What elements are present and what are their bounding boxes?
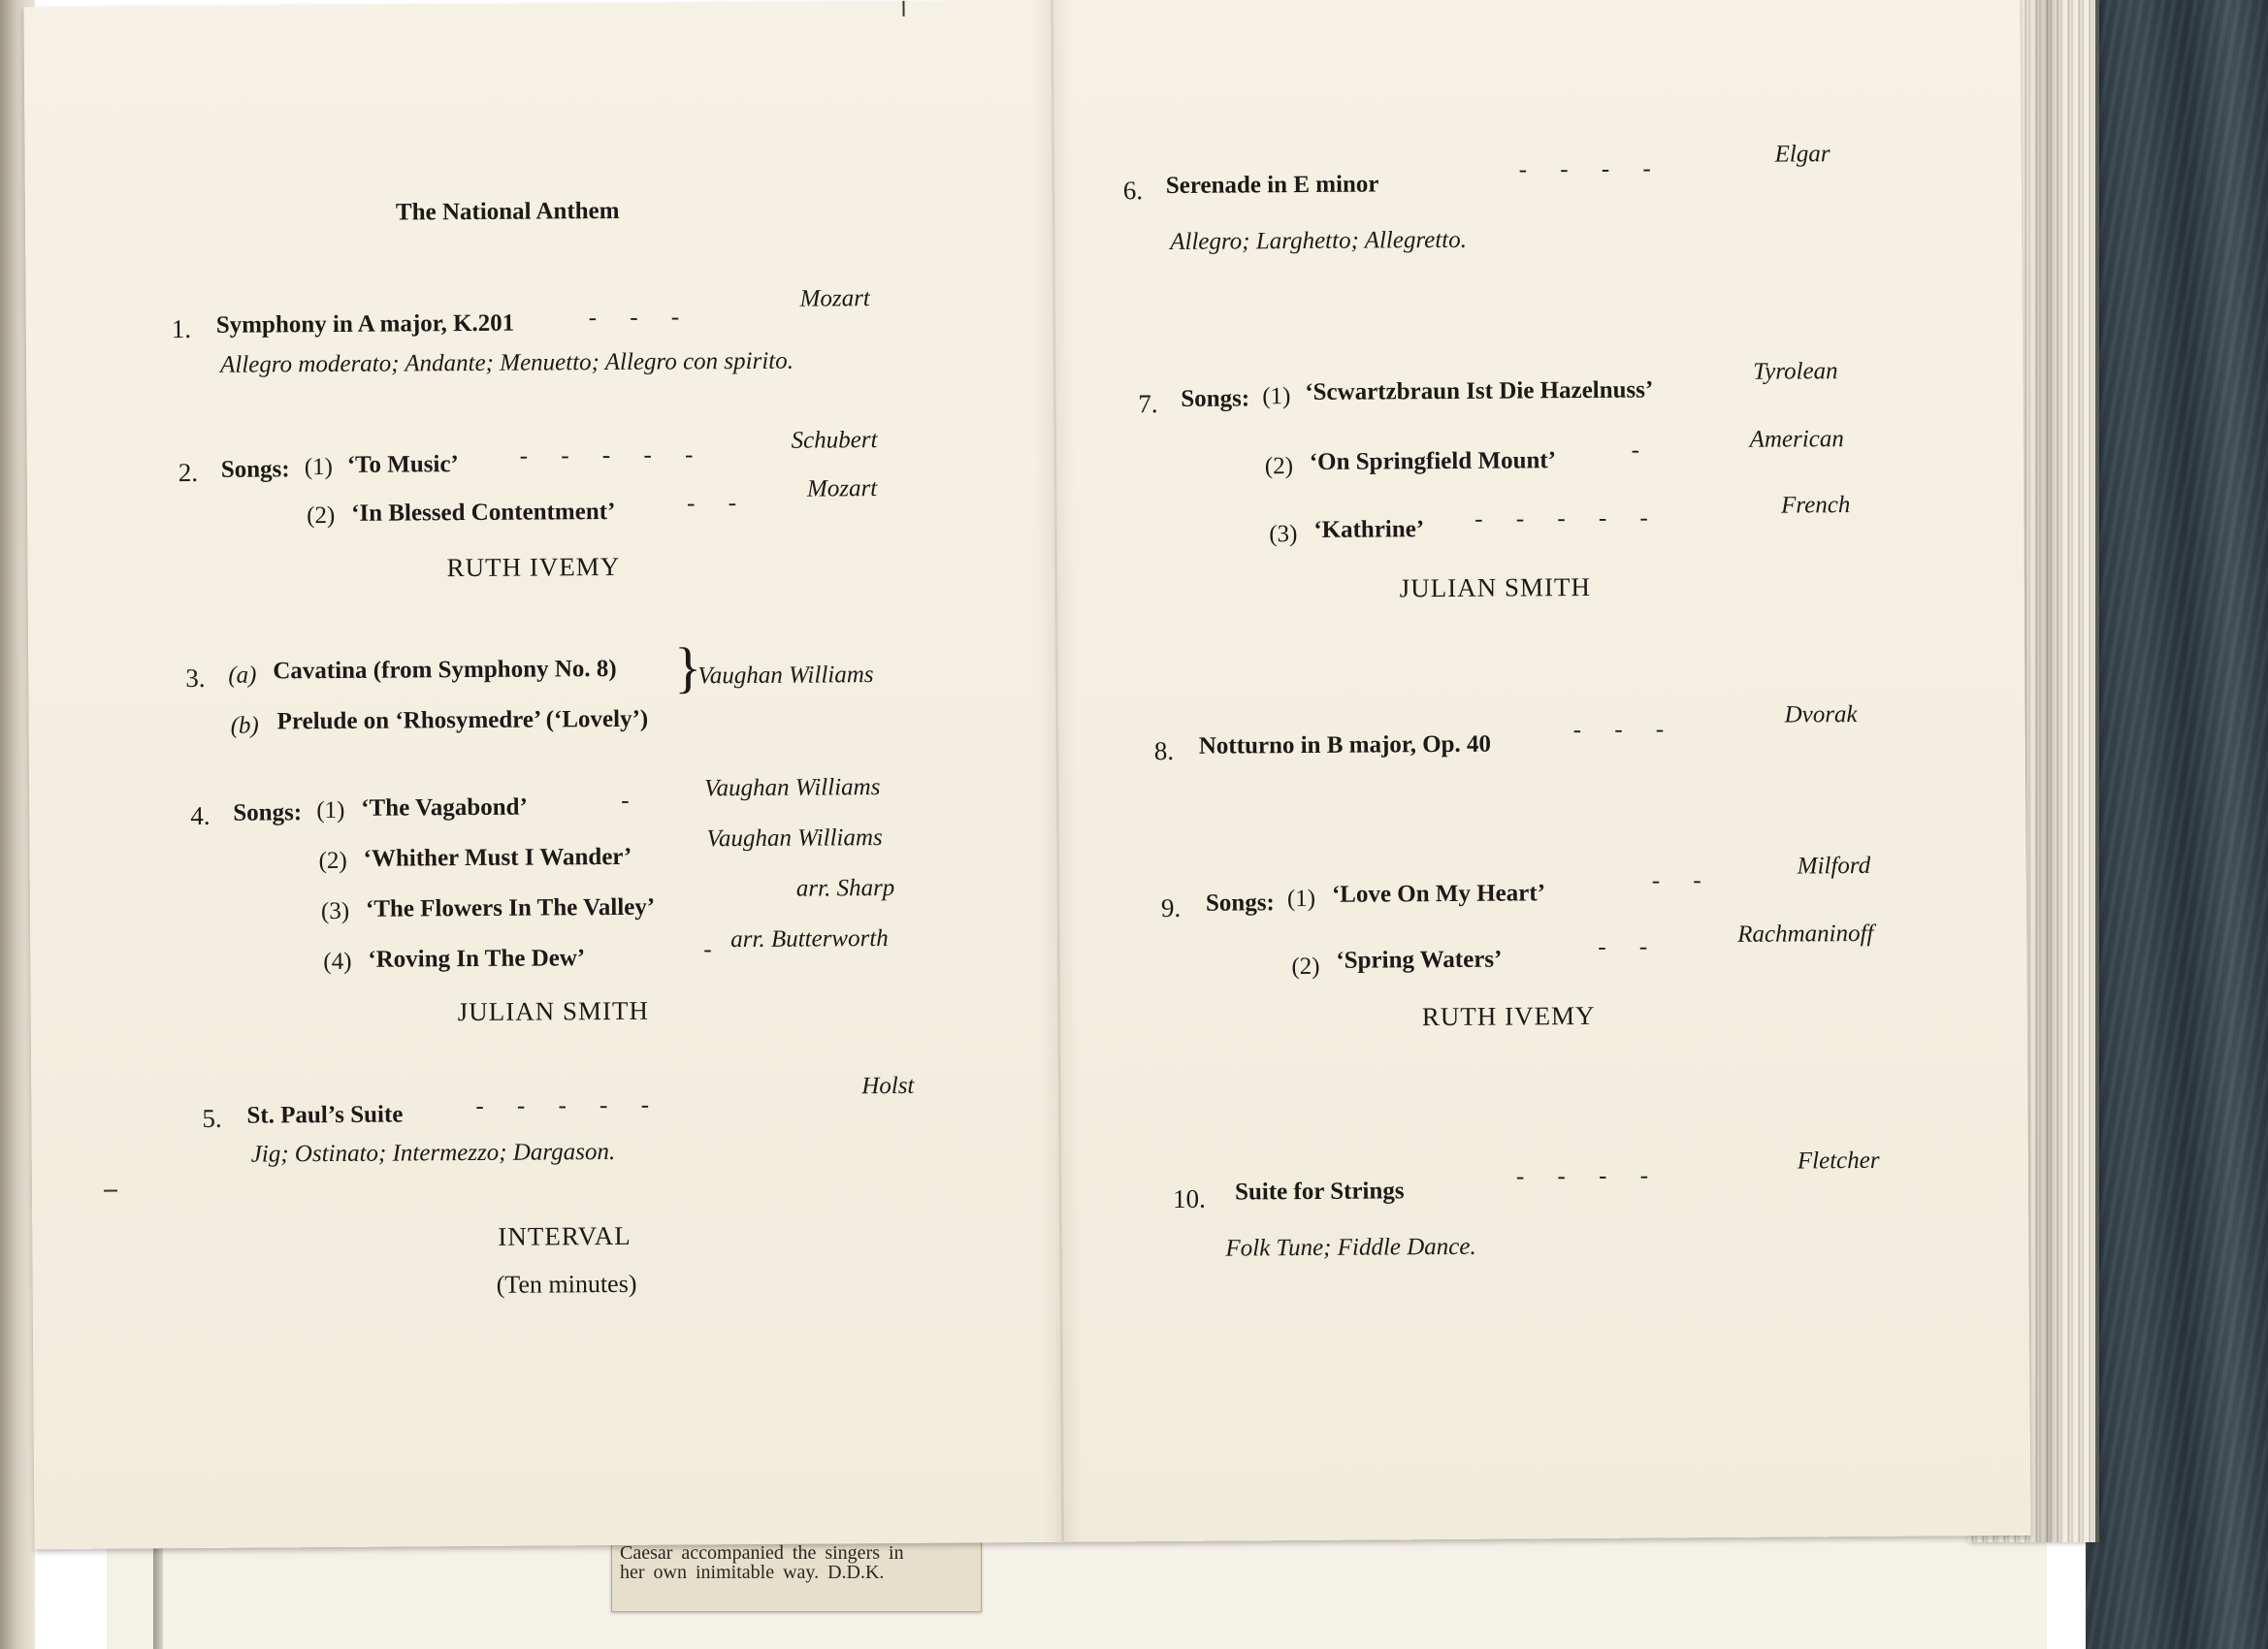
song-title: ‘Spring Waters’ (1336, 946, 1503, 974)
performer: RUTH IVEMY (1421, 1000, 1596, 1032)
movements: Allegro moderato; Andante; Menuetto; Allegro con spirito. (219, 347, 794, 378)
cover-texture (2086, 0, 2268, 1649)
national-anthem: The National Anthem (395, 197, 620, 226)
song-title: ‘Roving In The Dew’ (368, 945, 586, 973)
song-number: (1) (1262, 383, 1291, 410)
item-number: 3. (185, 663, 206, 694)
part-letter: (b) (230, 712, 259, 739)
song-title: ‘Love On My Heart’ (1331, 880, 1546, 908)
item-number: 6. (1122, 176, 1144, 206)
performer: JULIAN SMITH (1399, 571, 1592, 603)
performer: JULIAN SMITH (457, 995, 650, 1027)
composer: American (1749, 426, 1844, 453)
dash-leader: - - - - - (519, 441, 694, 469)
composer: French (1781, 492, 1851, 519)
part-title: Prelude on ‘Rhosymedre’ (‘Lovely’) (276, 705, 649, 735)
interval-note: (Ten minutes) (496, 1269, 637, 1299)
song-title: ‘On Springfield Mount’ (1309, 447, 1557, 475)
tick-mark (104, 1190, 117, 1192)
center-fold (1032, 0, 1082, 1542)
composer: Dvorak (1784, 701, 1858, 728)
work-title: St. Paul’s Suite (246, 1101, 404, 1129)
composer: Holst (861, 1072, 915, 1100)
dash-leader: - - (686, 490, 737, 517)
composer: Milford (1797, 852, 1871, 880)
item-number: 9. (1160, 892, 1182, 923)
dash-leader: - - (1651, 867, 1701, 894)
work-title: Symphony in A major, K.201 (215, 309, 515, 339)
movements: Folk Tune; Fiddle Dance. (1225, 1233, 1476, 1262)
item-number: 8. (1153, 735, 1175, 766)
dash-leader: - - - - - (1474, 504, 1648, 533)
song-title: ‘Scwartzbraun Ist Die Hazelnuss’ (1305, 376, 1654, 405)
dash-leader: - - - - - (475, 1091, 650, 1119)
item-number: 10. (1172, 1183, 1206, 1213)
composer: arr. Sharp (795, 874, 895, 902)
song-number: (2) (1291, 953, 1320, 981)
dash-leader: - - (1598, 933, 1648, 960)
item-number: 1. (171, 314, 192, 344)
work-title: Serenade in E minor (1165, 171, 1379, 199)
composer: Tyrolean (1753, 358, 1838, 385)
tick-mark (902, 1, 904, 16)
part-letter: (a) (228, 662, 257, 689)
movements: Allegro; Larghetto; Allegretto. (1170, 226, 1468, 255)
item-number: 2. (178, 457, 199, 488)
song-title: ‘In Blessed Contentment’ (351, 498, 616, 527)
composer: Schubert (791, 427, 878, 454)
composer: Vaughan Williams (706, 824, 883, 853)
work-title: Suite for Strings (1234, 1178, 1405, 1206)
dash-leader: - - - - (1518, 155, 1651, 183)
songs-label: Songs: (233, 799, 303, 826)
dash-leader: - - - - (1515, 1162, 1649, 1190)
song-title: ‘The Flowers In The Valley’ (365, 893, 656, 922)
song-title: ‘The Vagabond’ (361, 793, 528, 822)
clipping-line: her own inimitable way. D.D.K. (620, 1562, 885, 1583)
song-number: (2) (1264, 453, 1294, 480)
dash-leader: - - - (1572, 716, 1665, 744)
song-title: ‘To Music’ (346, 451, 459, 478)
song-number: (3) (320, 897, 350, 925)
underlying-page-edge (153, 1533, 163, 1649)
song-title: ‘Kathrine’ (1313, 516, 1425, 543)
songs-label: Songs: (220, 456, 290, 483)
songs-label: Songs: (1181, 385, 1250, 412)
song-number: (2) (318, 847, 347, 875)
dash-leader: - (1631, 436, 1640, 464)
song-title: ‘Whither Must I Wander’ (363, 843, 632, 872)
composer: Elgar (1774, 141, 1831, 168)
composer: Fletcher (1797, 1147, 1880, 1175)
item-number: 4. (190, 800, 211, 831)
composer: arr. Butterworth (730, 925, 889, 954)
songs-label: Songs: (1205, 889, 1275, 917)
part-title: Cavatina (from Symphony No. 8) (273, 655, 617, 685)
brace: } (674, 635, 702, 699)
song-number: (2) (307, 501, 336, 530)
clipping-line: Caesar accompanied the singers in (620, 1542, 904, 1564)
work-title: Notturno in B major, Op. 40 (1198, 730, 1492, 760)
performer: RUTH IVEMY (446, 551, 621, 583)
song-number: (3) (1269, 521, 1298, 548)
composer: Vaughan Williams (697, 662, 874, 690)
dash-leader: - - - (588, 304, 680, 332)
composer: Rachmaninoff (1737, 920, 1874, 948)
programme-sheet (23, 0, 2030, 1549)
page-stack-shadow (2027, 0, 2062, 1542)
composer: Mozart (799, 285, 870, 312)
composer: Mozart (806, 475, 878, 502)
dash-leader: - (621, 787, 630, 814)
interval-heading: INTERVAL (498, 1220, 632, 1251)
item-number: 5. (202, 1103, 222, 1133)
song-number: (4) (323, 948, 352, 976)
song-number: (1) (316, 796, 345, 824)
song-number: (1) (304, 453, 334, 481)
item-number: 7. (1138, 389, 1158, 419)
dash-leader: - (703, 936, 712, 963)
composer: Vaughan Williams (704, 774, 881, 802)
song-number: (1) (1286, 885, 1316, 913)
movements: Jig; Ostinato; Intermezzo; Dargason. (250, 1138, 616, 1168)
